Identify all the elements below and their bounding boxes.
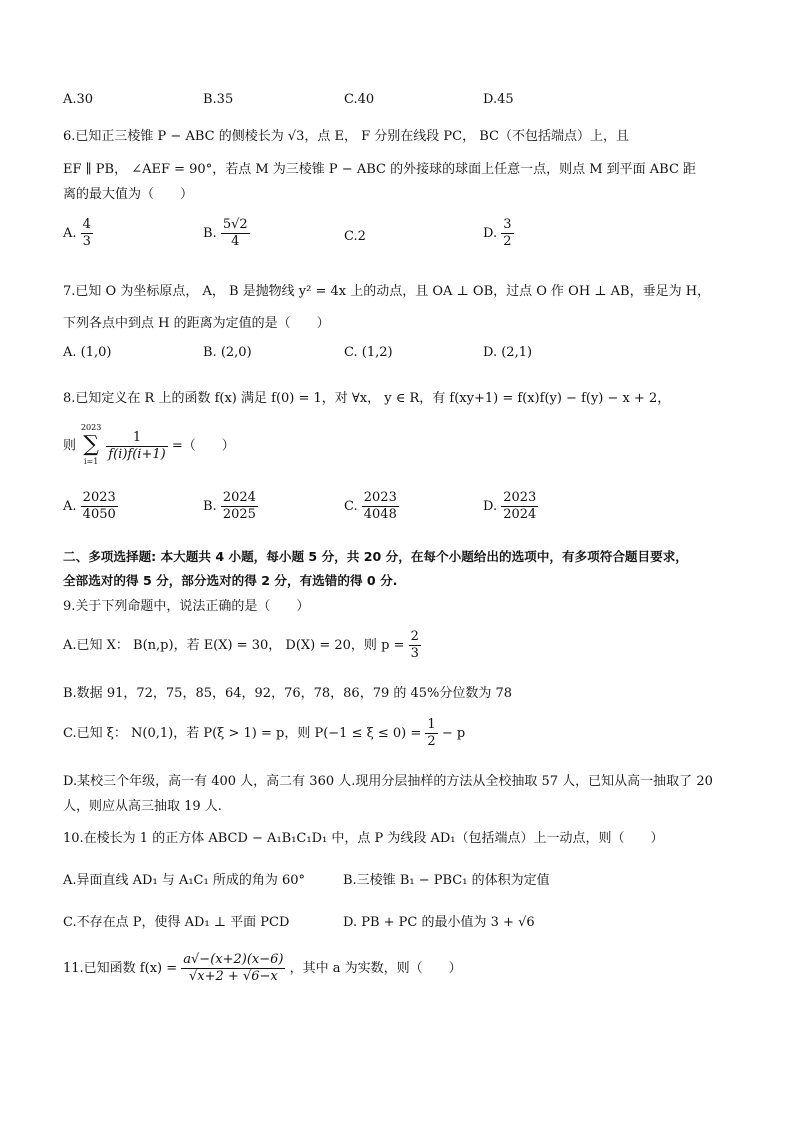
q7-stem-line1: 7.已知 O 为坐标原点， A， B 是抛物线 y² = 4x 上的动点，且 OA ⊥ OB，过点 O 作 OH ⊥ AB，垂足为 H， (63, 284, 711, 299)
q8-option-d-fraction (501, 490, 538, 523)
q6-option-d-fraction (501, 217, 513, 250)
q11-prefix: 11.已知函数 f(x) = (63, 961, 178, 976)
q9-option-d-line1[interactable]: D.某校三个年级，高一有 400 人，高二有 360 人.现用分层抽样的方法从全校抽取 57 人，已知从高一抽取了 20 (63, 774, 713, 789)
q6-option-a-fraction (81, 217, 93, 250)
q9-option-a-den: 3 (410, 646, 419, 661)
q8-stem-line1: 8.已知定义在 R 上的函数 f(x) 满足 f(0) = 1，对 ∀x， y ∈ R，有 f(xy+1) = f(x)f(y) − f(y) − x + 2， (63, 391, 671, 406)
q9-option-c-den: 2 (427, 734, 436, 749)
q6-option-a-label: A. (63, 226, 77, 241)
q6-option-a-num: 4 (82, 217, 91, 232)
section2-heading-line2: 全部选对的得 5 分，部分选对的得 2 分，有选错的得 0 分. (63, 573, 398, 588)
sigma-icon: ∑ (83, 432, 100, 457)
q8-option-c-num: 2023 (363, 490, 397, 505)
q8-option-b[interactable] (203, 490, 258, 523)
q11-fraction (181, 952, 285, 985)
q9-option-d-line2: 人，则应从高三抽取 19 人. (63, 799, 222, 814)
q6-option-a[interactable] (63, 217, 93, 250)
q6-stem-line3: 离的最大值为（ ） (63, 187, 194, 202)
q9-option-a-text: A.已知 X： B(n,p)，若 E(X) = 30， D(X) = 20，则 p = (63, 638, 405, 653)
q7-option-c[interactable]: C. (1,2) (344, 345, 393, 360)
q8-sum-upper: 2023 (80, 423, 102, 432)
q6-stem-line1: 6.已知正三棱锥 P − ABC 的侧棱长为 √3，点 E， F 分别在线段 PC， BC（不包括端点）上，且 (63, 129, 629, 144)
q9-option-a[interactable] (63, 629, 421, 662)
q10-option-b[interactable]: B.三棱锥 B₁ − PBC₁ 的体积为定值 (343, 873, 550, 888)
q6-option-b-den: 4 (231, 234, 240, 249)
q8-sum-fraction (106, 430, 167, 463)
q11-tail: ，其中 a 为实数，则（ ） (289, 961, 462, 976)
q8-option-a-den: 4050 (82, 507, 116, 522)
q7-option-d[interactable]: D. (2,1) (483, 345, 533, 360)
q8-option-b-label: B. (203, 499, 217, 514)
q6-option-b-num: 5√2 (222, 217, 248, 232)
q8-option-b-den: 2025 (222, 507, 256, 522)
q5-option-b[interactable]: B.35 (203, 92, 234, 107)
q9-option-c-fraction (425, 717, 437, 750)
q8-tail: =（ ） (171, 438, 235, 454)
q11-stem (63, 952, 462, 985)
q10-option-c[interactable]: C.不存在点 P，使得 AD₁ ⊥ 平面 PCD (63, 915, 290, 930)
q6-option-c[interactable]: C.2 (344, 229, 366, 244)
q8-option-a-fraction (81, 490, 118, 523)
q5-option-d[interactable]: D.45 (483, 92, 514, 107)
q8-then-prefix: 则 (63, 438, 77, 454)
q8-sigma (80, 425, 102, 467)
q9-option-c[interactable] (63, 717, 465, 750)
q8-option-d-num: 2023 (503, 490, 537, 505)
q8-option-d-den: 2024 (503, 507, 537, 522)
q10-option-d[interactable]: D. PB + PC 的最小值为 3 + √6 (343, 915, 535, 930)
q8-option-b-fraction (221, 490, 258, 523)
q5-option-c[interactable]: C.40 (344, 92, 375, 107)
q6-option-a-den: 3 (82, 234, 91, 249)
q8-sum-lower: i=1 (83, 457, 99, 466)
q7-option-b[interactable]: B. (2,0) (203, 345, 252, 360)
q8-option-b-num: 2024 (222, 490, 256, 505)
q8-option-a-label: A. (63, 499, 77, 514)
q11-den: √x+2 + √6−x (189, 969, 278, 984)
q9-stem: 9.关于下列命题中，说法正确的是（ ） (63, 599, 310, 614)
q9-option-c-tail: − p (441, 726, 466, 741)
q9-option-c-num: 1 (427, 717, 436, 732)
q7-stem-line2: 下列各点中到点 H 的距离为定值的是（ ） (63, 316, 330, 331)
q8-option-d[interactable] (483, 490, 538, 523)
q5-option-a[interactable]: A.30 (63, 92, 94, 107)
q6-option-d-num: 3 (503, 217, 512, 232)
q8-option-c[interactable] (344, 490, 399, 523)
q8-option-a[interactable] (63, 490, 118, 523)
q6-option-b[interactable] (203, 217, 250, 250)
q9-option-c-text: C.已知 ξ： N(0,1)，若 P(ξ > 1) = p，则 P(−1 ≤ ξ ≤ 0) = (63, 726, 422, 741)
q10-option-a[interactable]: A.异面直线 AD₁ 与 A₁C₁ 所成的角为 60° (63, 873, 306, 888)
q6-option-b-fraction (221, 217, 250, 250)
q9-option-b[interactable]: B.数据 91，72，75，85，64，92，76，78，86，79 的 45%分位数为 78 (63, 686, 513, 701)
q8-frac-num: 1 (106, 430, 167, 447)
section2-heading-line1: 二、多项选择题: 本大题共 4 小题，每小题 5 分，共 20 分，在每个小题给出的选项中，有多项符合题目要求， (63, 549, 688, 564)
q6-option-b-label: B. (203, 226, 217, 241)
q10-stem: 10.在棱长为 1 的正方体 ABCD − A₁B₁C₁D₁ 中，点 P 为线段 AD₁（包括端点）上一动点，则（ ） (63, 831, 664, 846)
q9-option-a-num: 2 (410, 629, 419, 644)
q8-option-a-num: 2023 (82, 490, 116, 505)
q7-option-a[interactable]: A. (1,0) (63, 345, 112, 360)
q6-option-d[interactable] (483, 217, 514, 250)
q8-option-c-label: C. (344, 499, 358, 514)
q8-option-c-fraction (362, 490, 399, 523)
q6-stem-line2: EF ∥ PB， ∠AEF = 90°，若点 M 为三棱锥 P − ABC 的外接球的球面上任意一点，则点 M 到平面 ABC 距 (63, 162, 697, 177)
q6-option-d-label: D. (483, 226, 498, 241)
q8-option-d-label: D. (483, 499, 498, 514)
q11-num: a√−(x+2)(x−6) (183, 952, 284, 967)
q8-frac-den: f(i)f(i+1) (108, 446, 166, 462)
q8-option-c-den: 4048 (363, 507, 397, 522)
q9-option-a-fraction (409, 629, 421, 662)
q8-sum-expression (63, 425, 235, 467)
q6-option-d-den: 2 (503, 234, 512, 249)
